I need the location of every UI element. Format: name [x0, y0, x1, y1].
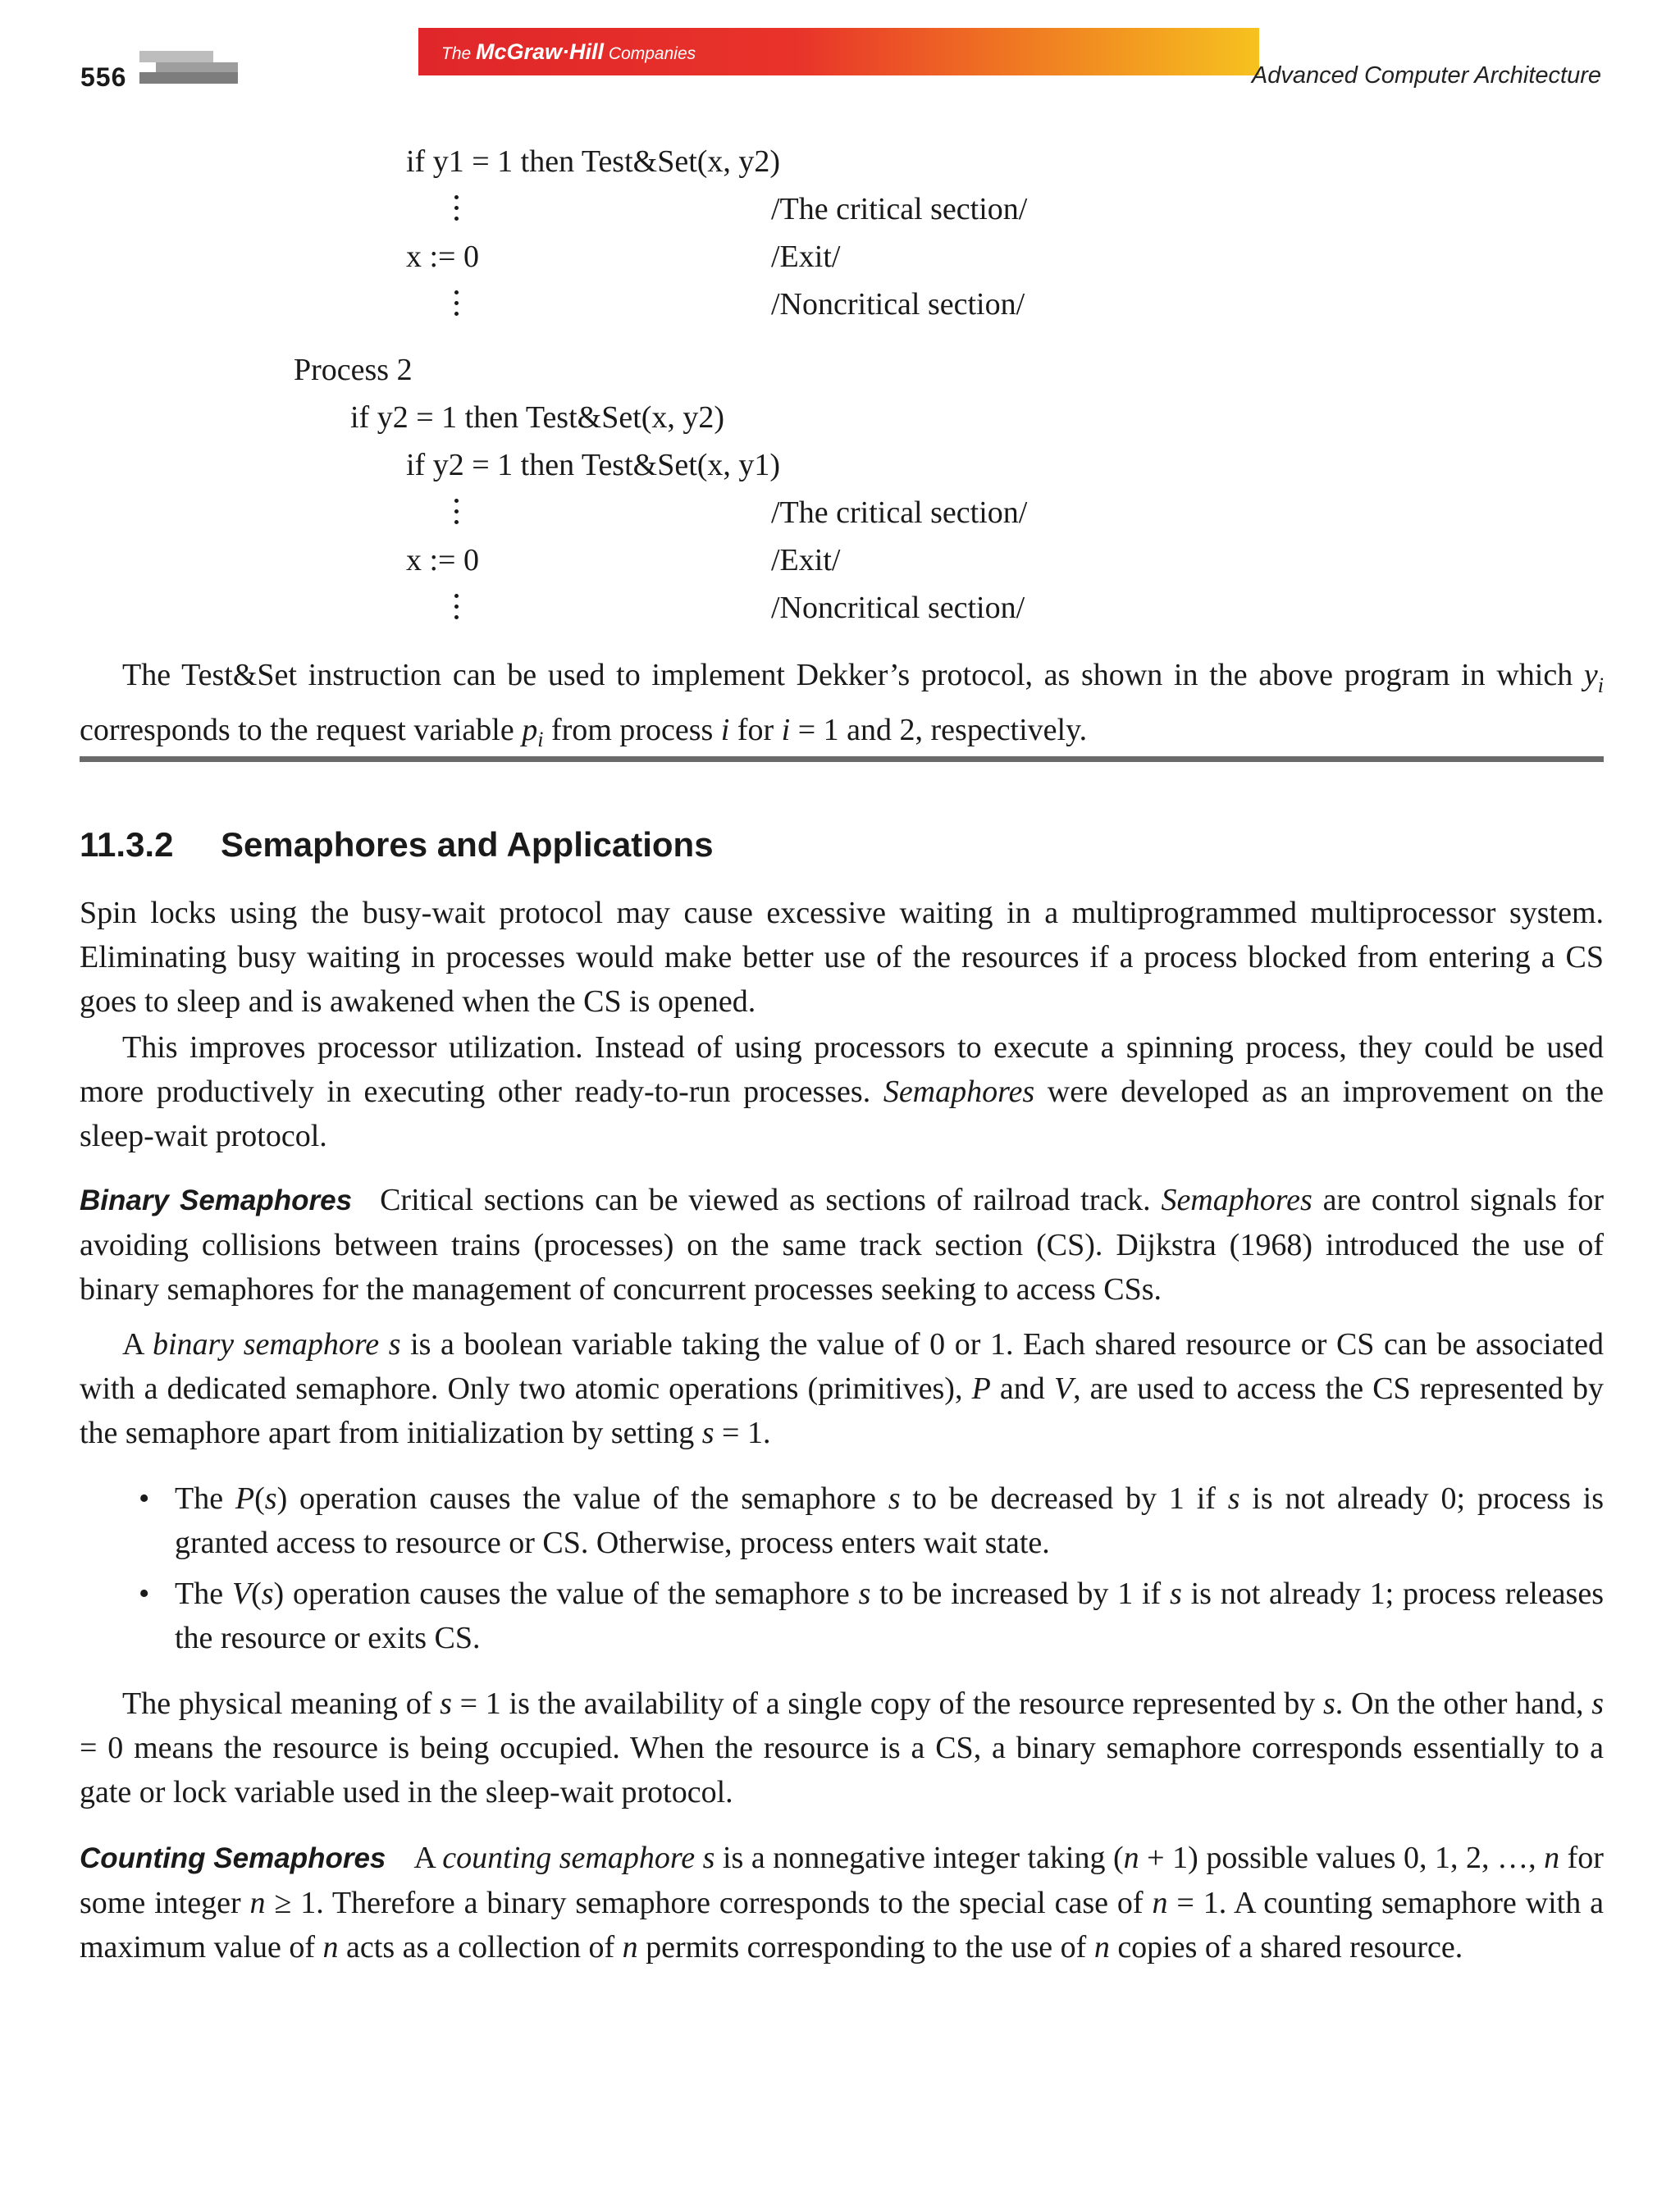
- section-divider: [80, 756, 1604, 762]
- code-line: if y1 = 1 then Test&Set(x, y2): [406, 144, 781, 179]
- section-number: 11.3.2: [80, 825, 174, 864]
- code-comment: /The critical section/: [771, 495, 1028, 530]
- counting-semaphores-paragraph: Counting Semaphores A counting semaphore s is a nonnegative integer taking (n + 1) possible values 0, 1, 2, …, n for some integer n ≥ 1. Therefore a binary semaphore corresponds to the special case of n = 1. A counting semaphore with a maximum value of n acts as a collection of n permits corresponding to the use of n copies of a shared resource.: [80, 1841, 1604, 1965]
- list-item: • The V(s) operation causes the value of the semaphore s to be increased by 1 if s is not already 1; process releases the resource or exits CS.: [135, 1572, 1604, 1660]
- bullet-mark: •: [139, 1577, 150, 1611]
- code-comment: /Exit/: [771, 543, 841, 577]
- code-line: if y2 = 1 then Test&Set(x, y2): [350, 400, 725, 435]
- page-number: 556: [80, 62, 127, 92]
- bullet-mark: •: [139, 1481, 150, 1516]
- run-in-heading: Binary Semaphores: [80, 1184, 353, 1216]
- publisher-logo: [441, 39, 696, 65]
- paragraph: This improves processor utilization. Instead of using processors to execute a spinning process, they could be used more productively in executing other ready-to-run processes. Semaphores were developed as an improvement on the sleep-wait protocol.: [80, 1030, 1605, 1153]
- code-line: if y2 = 1 then Test&Set(x, y1): [406, 448, 781, 482]
- publisher-name: McGraw·Hill: [476, 39, 605, 64]
- code-comment: /Noncritical section/: [771, 591, 1025, 625]
- bullet-list: [135, 1476, 1604, 1667]
- code-comment: /The critical section/: [771, 192, 1028, 226]
- vertical-ellipsis: [452, 289, 460, 318]
- paragraph: A binary semaphore s is a boolean variable taking the value of 0 or 1. Each shared resource or CS can be associated with a dedicated semaphore. Only two atomic operations (primitives), P and V, are used to access the CS represented by the semaphore apart from initialization by setting s = 1.: [80, 1327, 1604, 1450]
- vertical-ellipsis: [452, 497, 460, 527]
- code-comment: /Noncritical section/: [771, 287, 1025, 322]
- list-item: • The P(s) operation causes the value of the semaphore s to be decreased by 1 if s is not already 0; process is granted access to resource or CS. Otherwise, process enters wait state.: [135, 1476, 1604, 1565]
- intro-paragraph: The Test&Set instruction can be used to implement Dekker’s protocol, as shown in the above program in which $y_i$ corresponds to the request variable $p_i$ from process i for i = 1 and 2, respectively.: [80, 658, 1604, 752]
- process-label: Process 2: [294, 353, 413, 387]
- book-title: Advanced Computer Architecture: [1251, 62, 1601, 89]
- header-decoration: [139, 46, 238, 85]
- vertical-ellipsis: [452, 194, 460, 223]
- code-line: x := 0: [406, 543, 479, 577]
- paragraph: The physical meaning of s = 1 is the availability of a single copy of the resource represented by s. On the other hand, s = 0 means the resource is being occupied. When the resource is a CS, a binary semaphore corresponds essentially to a gate or lock variable used in the sleep-wait protocol.: [80, 1686, 1605, 1809]
- run-in-heading: Counting Semaphores: [80, 1842, 386, 1874]
- publisher-suffix: Companies: [608, 44, 696, 63]
- code-line: x := 0: [406, 240, 479, 274]
- paragraph: Spin locks using the busy-wait protocol may cause excessive waiting in a multiprogrammed multiprocessor system. Eliminating busy waiting in processes would make better use of the resources if a process blocked from entering a CS goes to sleep and is awakened when the CS is opened.: [80, 896, 1604, 1019]
- section-title: Semaphores and Applications: [221, 825, 714, 864]
- section-heading: [80, 825, 714, 865]
- vertical-ellipsis: [452, 592, 460, 622]
- binary-semaphores-paragraph: Binary Semaphores Critical sections can be viewed as sections of railroad track. Semaphores are control signals for avoiding collisions between trains (processes) on the same track section (CS). Dijkstra (1968) introduced the use of binary semaphores for the management of concurrent processes seeking to access CSs.: [80, 1183, 1604, 1307]
- code-comment: /Exit/: [771, 240, 841, 274]
- publisher-prefix: The: [441, 44, 472, 63]
